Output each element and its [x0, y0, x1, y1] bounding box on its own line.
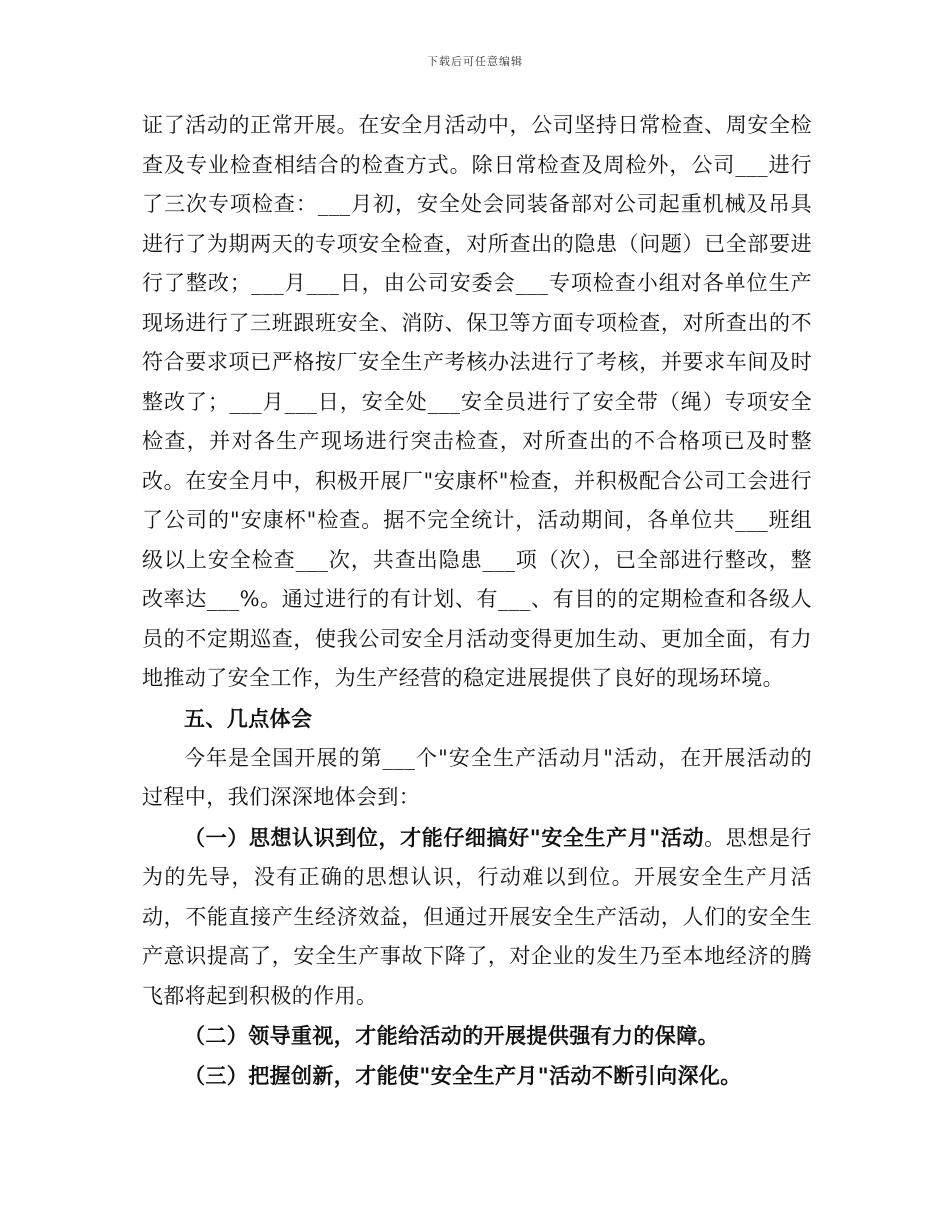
paragraph-point-1: [142, 818, 812, 1017]
header-note: 下载后可任意编辑: [427, 55, 523, 68]
point-1-text: 。思想是行为的先导，没有正确的思想认识，行动难以到位。开展安全生产月活动，不能直接产生经济效益，但通过开展安全生产活动，人们的安全生产意识提高了，安全生产事故下降了，对企业的发生乃至本地经济的腾飞都将起到积极的作用。: [142, 825, 812, 1008]
document-body: [142, 106, 812, 1096]
section-heading-reflections: 五、几点体会: [184, 705, 313, 731]
point-1-heading: （一）思想认识到位，才能仔细搞好"安全生产月"活动: [184, 824, 705, 850]
paragraph-safety-inspections: 证了活动的正常开展。在安全月活动中，公司坚持日常检查、周安全检查及专业检查相结合的检查方式。除日常检查及周检外，公司___进行了三次专项检查：___月初，安全处会同装备部对公司起重机械及吊具进行了为期两天的专项安全检查，对所查出的隐患（问题）已全部要进行了整改；___月___日，由公司安委会___专项检查小组对各单位生产现场进行了三班跟班安全、消防、保卫等方面专项检查，对所查出的不符合要求项已严格按厂安全生产考核办法进行了考核，并要求车间及时整改了；___月___日，安全处___安全员进行了安全带（绳）专项安全检查，并对各生产现场进行突击检查，对所查出的不合格项已及时整改。在安全月中，积极开展厂"安康杯"检查，并积极配合公司工会进行了公司的"安康杯"检查。据不完全统计，活动期间，各单位共___班组级以上安全检查___次，共查出隐患___项（次），已全部进行整改，整改率达___%。通过进行的有计划、有___、有目的的定期检查和各级人员的不定期巡查，使我公司安全月活动变得更加生动、更加全面，有力地推动了安全工作，为生产经营的稳定进展提供了良好的现场环境。: [142, 113, 812, 690]
paragraph-intro-reflections: 今年是全国开展的第___个"安全生产活动月"活动，在开展活动的过程中，我们深深地体会到：: [142, 745, 812, 809]
paragraph-point-2: （二）领导重视，才能给活动的开展提供强有力的保障。: [184, 1023, 719, 1048]
paragraph-point-3: （三）把握创新，才能使"安全生产月"活动不断引向深化。: [184, 1063, 742, 1088]
